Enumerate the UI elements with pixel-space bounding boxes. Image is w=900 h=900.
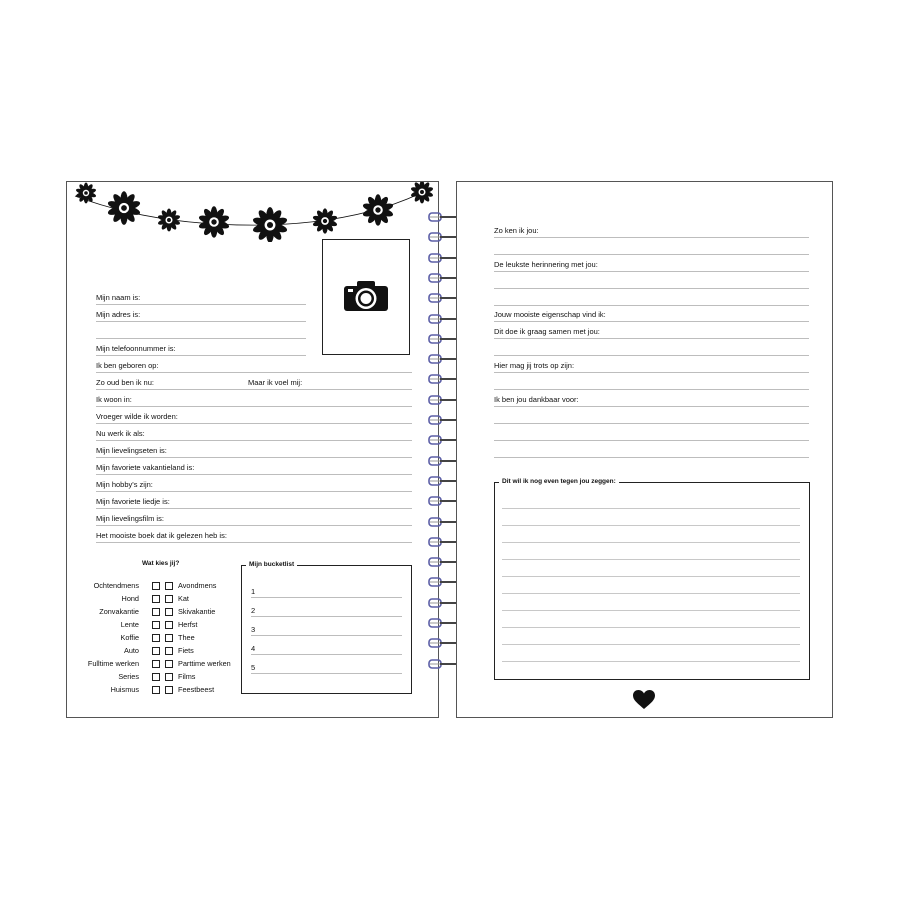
choice-row bbox=[83, 646, 243, 657]
choice-right-checkbox[interactable] bbox=[165, 660, 173, 668]
bucketlist-number: 4 bbox=[251, 644, 256, 653]
bucketlist-box bbox=[241, 561, 412, 694]
binding-wire bbox=[440, 521, 457, 523]
choice-right-label: Herfst bbox=[178, 620, 198, 629]
message-line[interactable] bbox=[502, 525, 800, 526]
binding-wire bbox=[440, 500, 457, 502]
bucketlist-number: 3 bbox=[251, 625, 256, 634]
field-current-job-line[interactable] bbox=[96, 440, 412, 441]
choice-left-checkbox[interactable] bbox=[152, 647, 160, 655]
choice-left-label: Series bbox=[118, 672, 139, 681]
choice-right-label: Skivakantie bbox=[178, 607, 216, 616]
choice-row bbox=[83, 685, 243, 696]
binding-wire bbox=[440, 480, 457, 482]
flower-icon bbox=[252, 207, 288, 242]
choice-right-label: Feestbeest bbox=[178, 685, 215, 694]
message-box-title: Dit wil ik nog even tegen jou zeggen: bbox=[499, 478, 619, 485]
left-page bbox=[66, 181, 439, 718]
choice-row bbox=[83, 620, 243, 631]
field-book-line[interactable] bbox=[96, 542, 412, 543]
choice-row bbox=[83, 581, 243, 592]
message-line[interactable] bbox=[502, 593, 800, 594]
binding-wire bbox=[440, 216, 457, 218]
field-phone-line[interactable] bbox=[96, 355, 306, 356]
binding-wire bbox=[440, 399, 457, 401]
choice-left-checkbox[interactable] bbox=[152, 608, 160, 616]
choice-row bbox=[83, 672, 243, 683]
field-phone-label: Mijn telefoonnummer is: bbox=[96, 344, 176, 353]
choice-right-checkbox[interactable] bbox=[165, 647, 173, 655]
flower-icon bbox=[312, 208, 338, 233]
binding-wire bbox=[440, 236, 457, 238]
field-proud-line-2[interactable] bbox=[494, 389, 809, 390]
choice-left-checkbox[interactable] bbox=[152, 673, 160, 681]
field-name-label: Mijn naam is: bbox=[96, 293, 141, 302]
binding-wire bbox=[440, 338, 457, 340]
binding-wire bbox=[440, 378, 457, 380]
photo-frame[interactable] bbox=[322, 239, 410, 355]
field-dream-job-line[interactable] bbox=[96, 423, 412, 424]
field-grateful-line-2[interactable] bbox=[494, 423, 809, 424]
flower-icon bbox=[410, 182, 433, 204]
choice-right-label: Films bbox=[178, 672, 196, 681]
choice-row bbox=[83, 607, 243, 618]
choice-left-label: Auto bbox=[123, 646, 139, 655]
message-line[interactable] bbox=[502, 610, 800, 611]
field-address-line-2[interactable] bbox=[96, 338, 306, 339]
binding-wire bbox=[440, 602, 457, 604]
binding-wire bbox=[440, 277, 457, 279]
field-memory-line-3[interactable] bbox=[494, 305, 809, 306]
field-memory-line-2[interactable] bbox=[494, 288, 809, 289]
field-name-line[interactable] bbox=[96, 304, 306, 305]
field-film-label: Mijn lievelingsfilm is: bbox=[96, 514, 164, 523]
binding-wire bbox=[440, 663, 457, 665]
choice-left-label: Huismus bbox=[110, 685, 139, 694]
choice-left-checkbox[interactable] bbox=[152, 582, 160, 590]
camera-icon bbox=[343, 280, 389, 312]
bucketlist-number: 5 bbox=[251, 663, 256, 672]
binding-wire bbox=[440, 419, 457, 421]
field-age-line[interactable] bbox=[96, 389, 412, 390]
choice-left-checkbox[interactable] bbox=[152, 660, 160, 668]
heart-icon bbox=[633, 690, 655, 710]
choice-left-checkbox[interactable] bbox=[152, 621, 160, 629]
choice-right-checkbox[interactable] bbox=[165, 673, 173, 681]
choice-row bbox=[83, 659, 243, 670]
field-address-line[interactable] bbox=[96, 321, 306, 322]
choice-right-label: Thee bbox=[178, 633, 195, 642]
choice-left-label: Fulltime werken bbox=[87, 659, 139, 668]
bucketlist-line[interactable] bbox=[251, 616, 402, 617]
field-know-you-line-2[interactable] bbox=[494, 254, 809, 255]
binding-wire bbox=[440, 257, 457, 259]
flower-icon bbox=[362, 194, 394, 226]
choice-right-checkbox[interactable] bbox=[165, 582, 173, 590]
bucketlist-line[interactable] bbox=[251, 654, 402, 655]
choice-left-checkbox[interactable] bbox=[152, 634, 160, 642]
field-film-line[interactable] bbox=[96, 525, 412, 526]
field-age-label: Zo oud ben ik nu: bbox=[96, 378, 154, 387]
field-residence-line[interactable] bbox=[96, 406, 412, 407]
choice-right-checkbox[interactable] bbox=[165, 634, 173, 642]
binding-wire bbox=[440, 622, 457, 624]
choice-left-checkbox[interactable] bbox=[152, 686, 160, 694]
choice-row bbox=[83, 594, 243, 605]
message-line[interactable] bbox=[502, 627, 800, 628]
bucketlist-line[interactable] bbox=[251, 673, 402, 674]
bucketlist-title: Mijn bucketlist bbox=[246, 561, 297, 568]
bucketlist-number: 1 bbox=[251, 587, 256, 596]
binding-wire bbox=[440, 439, 457, 441]
message-line[interactable] bbox=[502, 508, 800, 509]
field-feel-age-label: Maar ik voel mij: bbox=[248, 378, 303, 387]
binding-wire bbox=[440, 358, 457, 360]
choice-right-label: Parttime werken bbox=[178, 659, 231, 668]
choice-left-checkbox[interactable] bbox=[152, 595, 160, 603]
field-food-line[interactable] bbox=[96, 457, 412, 458]
choice-left-label: Hond bbox=[121, 594, 139, 603]
field-grateful-label: Ik ben jou dankbaar voor: bbox=[494, 395, 579, 404]
field-address-label: Mijn adres is: bbox=[96, 310, 141, 319]
choice-right-checkbox[interactable] bbox=[165, 595, 173, 603]
field-holiday-label: Mijn favoriete vakantieland is: bbox=[96, 463, 195, 472]
message-box[interactable] bbox=[494, 478, 810, 680]
field-trait-line[interactable] bbox=[494, 321, 809, 322]
field-current-job-label: Nu werk ik als: bbox=[96, 429, 145, 438]
field-know-you-label: Zo ken ik jou: bbox=[494, 226, 539, 235]
field-trait-label: Jouw mooiste eigenschap vind ik: bbox=[494, 310, 606, 319]
choices-title: Wat kies jij? bbox=[142, 560, 180, 567]
binding-wire bbox=[440, 581, 457, 583]
binding-wire bbox=[440, 318, 457, 320]
binding-wire bbox=[440, 297, 457, 299]
choice-right-label: Avondmens bbox=[178, 581, 217, 590]
field-food-label: Mijn lievelingseten is: bbox=[96, 446, 167, 455]
bucketlist-line[interactable] bbox=[251, 597, 402, 598]
choice-right-label: Kat bbox=[178, 594, 189, 603]
field-dream-job-label: Vroeger wilde ik worden: bbox=[96, 412, 178, 421]
binding-wire bbox=[440, 642, 457, 644]
field-song-line[interactable] bbox=[96, 508, 412, 509]
message-line[interactable] bbox=[502, 559, 800, 560]
binding-wire bbox=[440, 460, 457, 462]
bucketlist-number: 2 bbox=[251, 606, 256, 615]
field-hobbies-label: Mijn hobby's zijn: bbox=[96, 480, 153, 489]
message-line[interactable] bbox=[502, 644, 800, 645]
field-song-label: Mijn favoriete liedje is: bbox=[96, 497, 170, 506]
flower-garland bbox=[67, 182, 438, 242]
choice-right-checkbox[interactable] bbox=[165, 608, 173, 616]
field-hobbies-line[interactable] bbox=[96, 491, 412, 492]
choice-right-checkbox[interactable] bbox=[165, 686, 173, 694]
field-proud-line[interactable] bbox=[494, 372, 809, 373]
field-memory-line[interactable] bbox=[494, 271, 809, 272]
message-line[interactable] bbox=[502, 576, 800, 577]
flower-icon bbox=[198, 206, 230, 238]
choice-left-label: Zonvakantie bbox=[99, 607, 139, 616]
choices-list bbox=[83, 581, 256, 701]
field-know-you-line[interactable] bbox=[494, 237, 809, 238]
choice-right-checkbox[interactable] bbox=[165, 621, 173, 629]
field-grateful-line-3[interactable] bbox=[494, 440, 809, 441]
field-memory-label: De leukste herinnering met jou: bbox=[494, 260, 598, 269]
flower-icon bbox=[75, 183, 96, 204]
right-page bbox=[456, 181, 833, 718]
field-together-line[interactable] bbox=[494, 338, 809, 339]
message-line[interactable] bbox=[502, 542, 800, 543]
binding-wire bbox=[440, 541, 457, 543]
message-line[interactable] bbox=[502, 661, 800, 662]
field-grateful-line[interactable] bbox=[494, 406, 809, 407]
field-proud-label: Hier mag jij trots op zijn: bbox=[494, 361, 575, 370]
bucketlist-line[interactable] bbox=[251, 635, 402, 636]
choice-left-label: Koffie bbox=[120, 633, 139, 642]
field-book-label: Het mooiste boek dat ik gelezen heb is: bbox=[96, 531, 227, 540]
binding-wire bbox=[440, 561, 457, 563]
choice-left-label: Lente bbox=[120, 620, 139, 629]
choice-row bbox=[83, 633, 243, 644]
field-holiday-line[interactable] bbox=[96, 474, 412, 475]
choice-left-label: Ochtendmens bbox=[93, 581, 139, 590]
field-together-label: Dit doe ik graag samen met jou: bbox=[494, 327, 600, 336]
field-grateful-line-4[interactable] bbox=[494, 457, 809, 458]
field-birthdate-label: Ik ben geboren op: bbox=[96, 361, 159, 370]
flower-icon bbox=[157, 208, 180, 231]
field-together-line-2[interactable] bbox=[494, 355, 809, 356]
field-residence-label: Ik woon in: bbox=[96, 395, 132, 404]
choice-right-label: Fiets bbox=[178, 646, 194, 655]
field-birthdate-line[interactable] bbox=[96, 372, 412, 373]
